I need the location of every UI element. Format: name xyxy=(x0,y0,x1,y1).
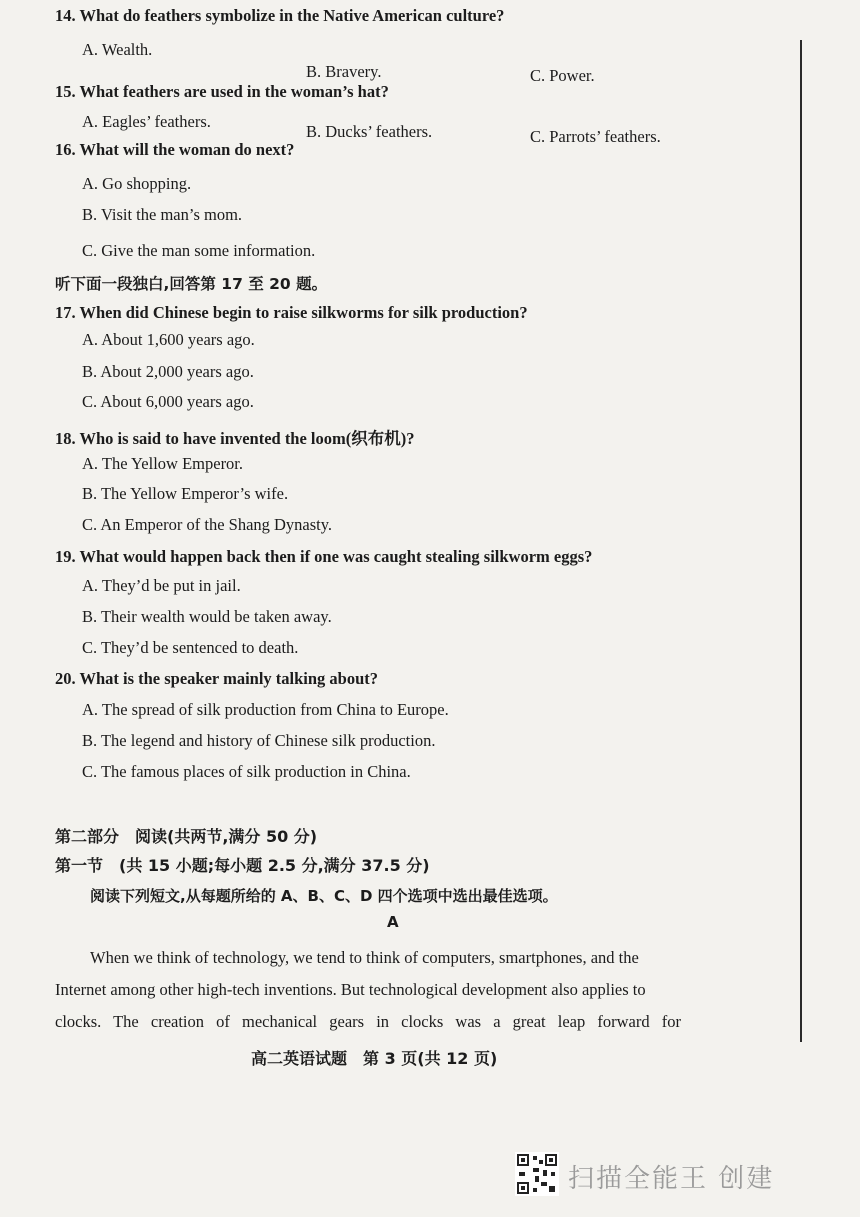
option-14a: A. Wealth. xyxy=(82,40,153,59)
option-15c: C. Parrots’ feathers. xyxy=(530,127,661,146)
option-14c: C. Power. xyxy=(530,66,595,85)
section-one-title: 第一节 (共 15 小题;每小题 2.5 分,满分 37.5 分) xyxy=(55,856,430,875)
passage-line-2: Internet among other high-tech inventions. But technological development also applies to xyxy=(55,980,646,999)
option-20b: B. The legend and history of Chinese silk production. xyxy=(82,731,436,750)
option-15a: A. Eagles’ feathers. xyxy=(82,112,211,131)
option-20a: A. The spread of silk production from China to Europe. xyxy=(82,700,449,719)
page-footer: 高二英语试题 第 3 页(共 12 页) xyxy=(251,1049,498,1068)
passage-line-3: clocks. The creation of mechanical gears in clocks was a great leap forward for xyxy=(55,1012,681,1031)
option-18c: C. An Emperor of the Shang Dynasty. xyxy=(82,515,333,534)
listening-instruction: 听下面一段独白,回答第 17 至 20 题。 xyxy=(55,275,328,293)
qr-code-icon xyxy=(515,1152,559,1196)
option-19c: C. They’d be sentenced to death. xyxy=(82,638,299,657)
option-17b: B. About 2,000 years ago. xyxy=(82,362,254,381)
question-18: 18. Who is said to have invented the loom(织布机)? xyxy=(55,429,415,448)
question-14: 14. What do feathers symbolize in the Native American culture? xyxy=(55,6,505,25)
option-17a: A. About 1,600 years ago. xyxy=(82,330,255,349)
option-14b: B. Bravery. xyxy=(306,62,382,81)
scanner-watermark: 扫描全能王 创建 xyxy=(568,1164,775,1194)
option-16c: C. Give the man some information. xyxy=(82,241,316,260)
part-two-title: 第二部分 阅读(共两节,满分 50 分) xyxy=(55,827,318,846)
option-19a: A. They’d be put in jail. xyxy=(82,576,241,595)
option-17c: C. About 6,000 years ago. xyxy=(82,392,254,411)
option-18a: A. The Yellow Emperor. xyxy=(82,454,244,473)
option-18b: B. The Yellow Emperor’s wife. xyxy=(82,484,289,503)
question-19: 19. What would happen back then if one was caught stealing silkworm eggs? xyxy=(55,547,593,566)
question-20: 20. What is the speaker mainly talking about? xyxy=(55,669,379,688)
question-15: 15. What feathers are used in the woman’s hat? xyxy=(55,82,389,101)
margin-rule xyxy=(800,40,802,1042)
option-15b: B. Ducks’ feathers. xyxy=(306,122,433,141)
question-17: 17. When did Chinese begin to raise silkworms for silk production? xyxy=(55,303,528,322)
option-16a: A. Go shopping. xyxy=(82,174,192,193)
passage-line-1: When we think of technology, we tend to think of computers, smartphones, and the xyxy=(90,948,639,967)
option-16b: B. Visit the man’s mom. xyxy=(82,205,243,224)
question-16: 16. What will the woman do next? xyxy=(55,140,295,159)
reading-instruction: 阅读下列短文,从每题所给的 A、B、C、D 四个选项中选出最佳选项。 xyxy=(90,887,558,905)
option-20c: C. The famous places of silk production in China. xyxy=(82,762,411,781)
option-19b: B. Their wealth would be taken away. xyxy=(82,607,332,626)
passage-label: A xyxy=(387,913,399,931)
